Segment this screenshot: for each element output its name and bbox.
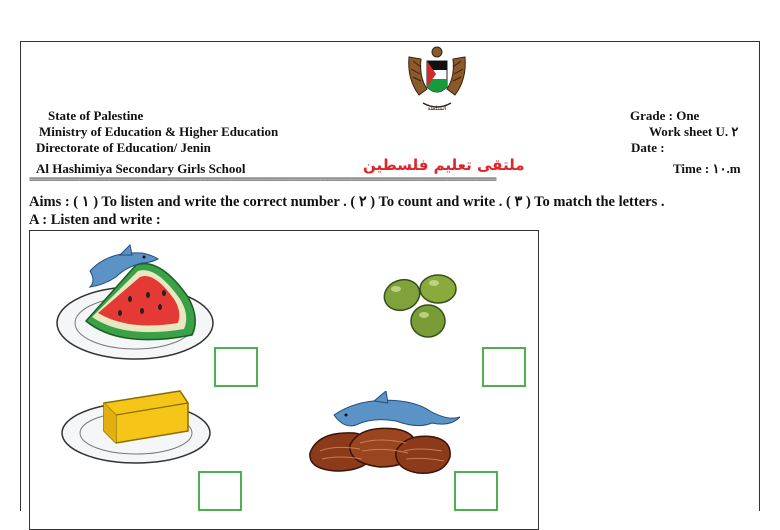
dates-icon — [300, 391, 480, 491]
answer-box-dates[interactable] — [454, 471, 498, 511]
directorate-name: Directorate of Education/ Jenin — [36, 140, 211, 155]
school-name: Al Hashimiya Secondary Girls School — [36, 161, 246, 176]
divider-line: ============================================================================================= — [29, 177, 496, 185]
listen-and-write-panel — [29, 230, 539, 530]
palestine-emblem-icon — [405, 43, 469, 117]
section-a-heading: A : Listen and write : — [29, 212, 161, 228]
worksheet-page — [20, 41, 760, 511]
olives-icon — [376, 267, 476, 347]
watermelon-icon — [50, 237, 230, 367]
state-name: State of Palestine — [48, 108, 144, 123]
emblem-label: السلطة — [427, 105, 447, 112]
grade-label: Grade : One — [630, 108, 700, 123]
aims-line: Aims : ( ١ ) To listen and write the correct number . ( ٢ ) To count and write . ( ٣ ) To match the letters . — [29, 194, 665, 210]
cheese-icon — [60, 381, 240, 471]
dolphin-icon — [334, 391, 460, 426]
time-label: Time : ١٠.m — [673, 161, 741, 176]
ministry-name: Ministry of Education & Higher Education — [39, 124, 279, 139]
date-label: Date : — [631, 140, 665, 155]
answer-box-cheese[interactable] — [198, 471, 242, 511]
worksheet-label: Work sheet U. ٢ — [649, 124, 739, 139]
answer-box-olives[interactable] — [482, 347, 526, 387]
arabic-banner: ملتقى تعليم فلسطين — [363, 156, 525, 174]
